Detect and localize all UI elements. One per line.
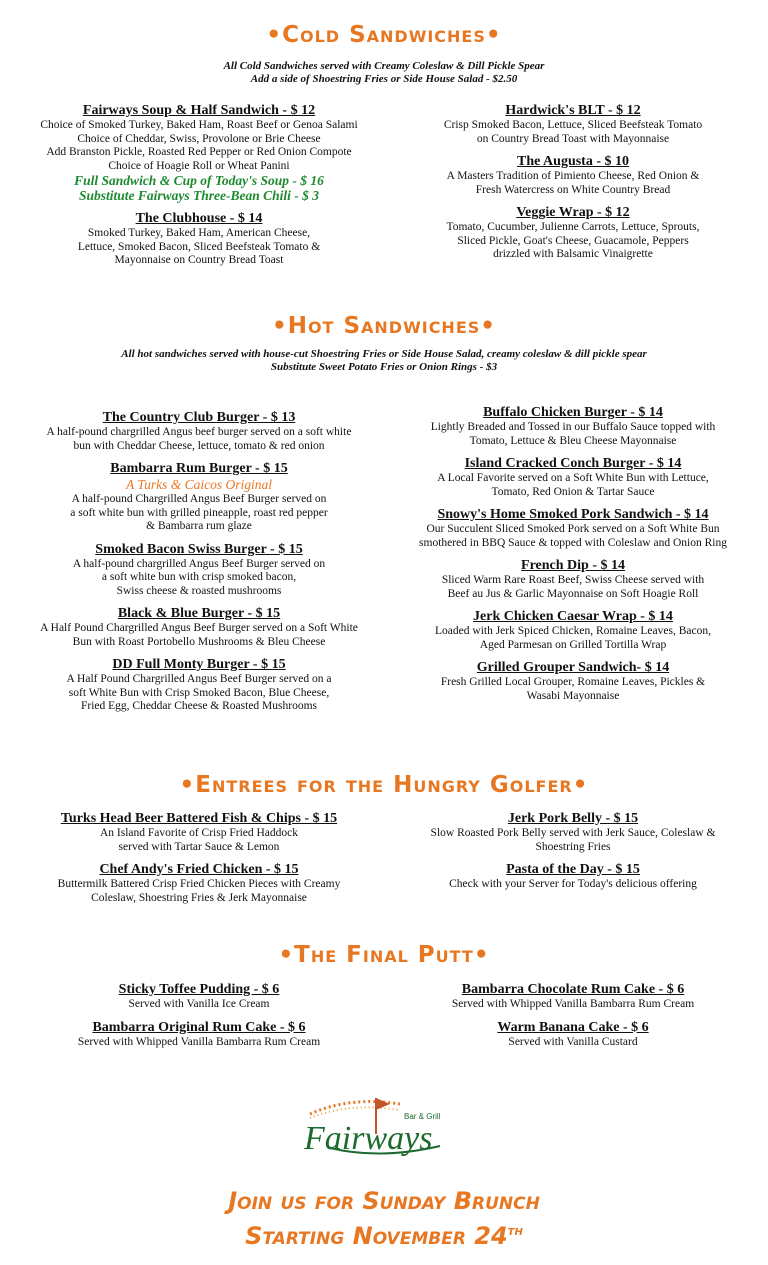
description-line: Served with Whipped Vanilla Bambarra Rum Cream [451, 998, 695, 1010]
hot-left-column [14, 410, 384, 722]
description-line: Choice of Cheddar, Swiss, Provolone or Brie Cheese [77, 132, 321, 145]
description-line: Lightly Breaded and Tossed in our Buffalo Sauce topped with [430, 421, 716, 433]
menu-item-name: Bambarra Chocolate Rum Cake - $ 6 [461, 982, 685, 997]
menu-item [390, 103, 756, 146]
menu-item-description [14, 878, 384, 905]
menu-item-name: Sticky Toffee Pudding - $ 6 [118, 982, 280, 997]
brunch-date: Starting November 24 [245, 1222, 508, 1250]
menu-item [14, 606, 384, 649]
description-line: Add Branston Pickle, Roasted Red Pepper or Red Onion Compote [46, 146, 352, 158]
description-line: Fresh Watercress on White Country Bread [475, 183, 671, 196]
description-line: An Island Favorite of Crisp Fried Haddock [99, 827, 299, 839]
description-line: drizzled with Balsamic Vinaigrette [493, 248, 653, 260]
menu-item [390, 205, 756, 262]
cold-sandwiches-note [0, 60, 768, 86]
final-putt-title: •The Final Putt• [278, 942, 490, 968]
note-line: All hot sandwiches served with house-cut Shoestring Fries or Side House Salad, creamy coleslaw & dill pickle spear [121, 348, 647, 360]
menu-item [14, 657, 384, 714]
description-line: Wasabi Mayonnaise [526, 689, 620, 702]
description-line: Mayonnaise on Country Bread Toast [114, 254, 284, 266]
menu-item-name: Island Cracked Conch Burger - $ 14 [464, 456, 682, 471]
menu-item-name: Veggie Wrap - $ 12 [516, 205, 630, 220]
menu-item-name: Warm Banana Cake - $ 6 [497, 1019, 649, 1035]
description-line: Coleslaw, Shoestring Fries & Jerk Mayonnaise [91, 891, 307, 904]
description-line: a soft white bun with crisp smoked bacon, [101, 571, 297, 583]
menu-item-name: Buffalo Chicken Burger - $ 14 [483, 405, 663, 420]
menu-item-option: Substitute Fairways Three-Bean Chili - $ 3 [78, 188, 320, 203]
menu-item-name: The Country Club Burger - $ 13 [102, 410, 296, 425]
note-line: Substitute Sweet Potato Fries or Onion Rings - $3 [270, 361, 498, 373]
menu-item [390, 811, 756, 854]
description-line: Lettuce, Smoked Bacon, Sliced Beefsteak Tomato & [77, 240, 321, 253]
description-line: Tomato, Cucumber, Julienne Carrots, Lettuce, Sprouts, [446, 221, 700, 233]
menu-item-name: The Clubhouse - $ 14 [135, 211, 263, 226]
description-line: a soft white bun with grilled pineapple, roast red pepper [70, 506, 328, 519]
menu-item [390, 660, 756, 703]
menu-item-name: French Dip - $ 14 [521, 558, 625, 573]
menu-item [14, 862, 384, 905]
menu-item-description [14, 1036, 384, 1050]
menu-item-description [14, 558, 384, 599]
menu-item [390, 154, 756, 197]
description-line: A Local Favorite served on a Soft White Bun with Lettuce, [437, 472, 709, 484]
description-line: Fresh Grilled Local Grouper, Romaine Leaves, Pickles & [440, 676, 706, 688]
menu-item-description [14, 622, 384, 649]
menu-item-name: Smoked Bacon Swiss Burger - $ 15 [95, 541, 303, 557]
description-line: Swiss cheese & roasted mushrooms [116, 584, 282, 597]
cold-left-column [14, 103, 384, 276]
note-line: All Cold Sandwiches served with Creamy Coleslaw & Dill Pickle Spear [223, 60, 545, 72]
menu-item [390, 405, 756, 448]
menu-item-description [390, 574, 756, 601]
description-line: A half-pound chargrilled Angus beef burger served on a soft white [46, 426, 352, 438]
description-line: soft White Bun with Crisp Smoked Bacon, Blue Cheese, [68, 686, 330, 699]
description-line: bun with Cheddar Cheese, lettuce, tomato & red onion [73, 439, 325, 452]
menu-item-name: The Augusta - $ 10 [516, 154, 630, 169]
cold-right-column [390, 103, 756, 270]
brunch-line-2 [0, 1216, 768, 1251]
final-right-column [390, 982, 756, 1057]
menu-item [390, 456, 756, 499]
menu-item-description [14, 119, 384, 173]
menu-item-name: Bambarra Original Rum Cake - $ 6 [92, 1019, 306, 1035]
description-line: Aged Parmesan on Grilled Tortilla Wrap [479, 638, 667, 651]
hot-sandwiches-title: •Hot Sandwiches• [272, 313, 496, 339]
menu-item [14, 811, 384, 854]
menu-item-description [14, 998, 384, 1012]
menu-item-description [390, 998, 756, 1012]
description-line: smothered in BBQ Sauce & topped with Coleslaw and Onion Ring [419, 536, 727, 549]
menu-item [14, 103, 384, 203]
menu-item-description [14, 493, 384, 534]
menu-item-subtitle: A Turks & Caicos Original [125, 477, 273, 492]
menu-item [390, 1020, 756, 1050]
menu-item-description [390, 170, 756, 197]
menu-item-description [390, 472, 756, 499]
description-line: Served with Vanilla Ice Cream [128, 998, 270, 1010]
hot-right-column [390, 405, 756, 711]
brunch-date-suffix: th [507, 1223, 523, 1239]
description-line: Slow Roasted Pork Belly served with Jerk Sauce, Coleslaw & [430, 827, 716, 839]
menu-item-name: Pasta of the Day - $ 15 [506, 862, 640, 877]
menu-item-description [390, 1036, 756, 1050]
cold-sandwiches-title: •Cold Sandwiches• [266, 22, 502, 48]
logo-wordmark: Fairways [304, 1120, 433, 1157]
brunch-announcement [0, 1186, 768, 1251]
brunch-line-1: Join us for Sunday Brunch [228, 1187, 540, 1215]
menu-item-option: Full Sandwich & Cup of Today's Soup - $ 16 [74, 173, 324, 188]
description-line: Served with Whipped Vanilla Bambarra Rum Cream [77, 1035, 321, 1048]
menu-item-description [390, 625, 756, 652]
description-line: Choice of Smoked Turkey, Baked Ham, Roast Beef or Genoa Salami [40, 119, 358, 131]
menu-item-description [14, 426, 384, 453]
description-line: Our Succulent Sliced Smoked Pork served on a Soft White Bun [426, 523, 720, 535]
description-line: Check with your Server for Today's delicious offering [449, 878, 697, 890]
menu-item-description [390, 221, 756, 262]
description-line: Smoked Turkey, Baked Ham, American Cheese, [87, 227, 311, 239]
description-line: A Half Pound Chargrilled Angus Beef Burger served on a [66, 673, 332, 685]
description-line: A Masters Tradition of Pimiento Cheese, Red Onion & [446, 170, 700, 182]
description-line: Bun with Roast Portobello Mushrooms & Bleu Cheese [72, 635, 326, 648]
menu-item-name: Jerk Pork Belly - $ 15 [507, 811, 639, 826]
hot-sandwiches-note [0, 348, 768, 374]
menu-item-name: Snowy's Home Smoked Pork Sandwich - $ 14 [437, 507, 709, 522]
fairways-logo [290, 1090, 470, 1162]
menu-item-name: Turks Head Beer Battered Fish & Chips - $ 15 [60, 811, 338, 826]
description-line: A half-pound chargrilled Angus Beef Burger served on [72, 557, 326, 570]
entrees-right-column [390, 811, 756, 900]
menu-item-description [14, 227, 384, 268]
menu-item-description [390, 827, 756, 854]
entrees-title: •Entrees for the Hungry Golfer• [179, 772, 589, 798]
description-line: A half-pound Chargrilled Angus Beef Burger served on [71, 493, 327, 505]
final-left-column [14, 982, 384, 1057]
menu-item [14, 211, 384, 268]
menu-item [390, 609, 756, 652]
menu-item [14, 461, 384, 534]
menu-item-description [14, 673, 384, 714]
menu-item-description [390, 119, 756, 146]
menu-item-name: Hardwick's BLT - $ 12 [505, 103, 641, 118]
menu-item-name: Fairways Soup & Half Sandwich - $ 12 [82, 103, 316, 118]
description-line: Crisp Smoked Bacon, Lettuce, Sliced Beefsteak Tomato [443, 119, 703, 131]
menu-item-name: Chef Andy's Fried Chicken - $ 15 [99, 862, 299, 877]
menu-item [390, 507, 756, 550]
menu-item-name: Jerk Chicken Caesar Wrap - $ 14 [473, 609, 673, 624]
description-line: Served with Vanilla Custard [508, 1035, 638, 1048]
description-line: Sliced Pickle, Goat's Cheese, Guacamole, Peppers [457, 234, 689, 247]
menu-item [14, 542, 384, 599]
description-line: A Half Pound Chargrilled Angus Beef Burger served on a Soft White [40, 622, 358, 634]
menu-item [390, 558, 756, 601]
menu-item-name: Grilled Grouper Sandwich- $ 14 [476, 660, 670, 675]
menu-item [390, 982, 756, 1012]
menu-item-description [390, 523, 756, 550]
description-line: Beef au Jus & Garlic Mayonnaise on Soft Hoagie Roll [447, 587, 699, 600]
description-line: & Bambarra rum glaze [146, 520, 252, 532]
menu-item [390, 862, 756, 892]
menu-item [14, 1020, 384, 1050]
menu-item [14, 982, 384, 1012]
menu-item-name: Black & Blue Burger - $ 15 [117, 606, 281, 621]
menu-item-name: Bambarra Rum Burger - $ 15 [110, 461, 288, 476]
description-line: Tomato, Lettuce & Bleu Cheese Mayonnaise [469, 434, 677, 447]
description-line: Sliced Warm Rare Roast Beef, Swiss Cheese served with [441, 574, 705, 586]
menu-item-description [14, 827, 384, 854]
description-line: Tomato, Red Onion & Tartar Sauce [491, 485, 655, 498]
description-line: served with Tartar Sauce & Lemon [118, 840, 280, 853]
menu-item-name: DD Full Monty Burger - $ 15 [112, 657, 286, 672]
logo-tagline: Bar & Grill [404, 1112, 441, 1121]
description-line: Buttermilk Battered Crisp Fried Chicken Pieces with Creamy [57, 878, 341, 890]
menu-item-description [390, 421, 756, 448]
description-line: Loaded with Jerk Spiced Chicken, Romaine Leaves, Bacon, [435, 625, 711, 637]
menu-item-description [390, 878, 756, 892]
description-line: Shoestring Fries [535, 840, 611, 853]
entrees-left-column [14, 811, 384, 913]
description-line: on Country Bread Toast with Mayonnaise [476, 132, 670, 145]
description-line: Fried Egg, Cheddar Cheese & Roasted Mushrooms [80, 700, 318, 712]
note-line: Add a side of Shoestring Fries or Side House Salad - $2.50 [250, 73, 518, 85]
menu-item-description [390, 676, 756, 703]
description-line: Choice of Hoagie Roll or Wheat Panini [108, 159, 290, 172]
menu-item [14, 410, 384, 453]
